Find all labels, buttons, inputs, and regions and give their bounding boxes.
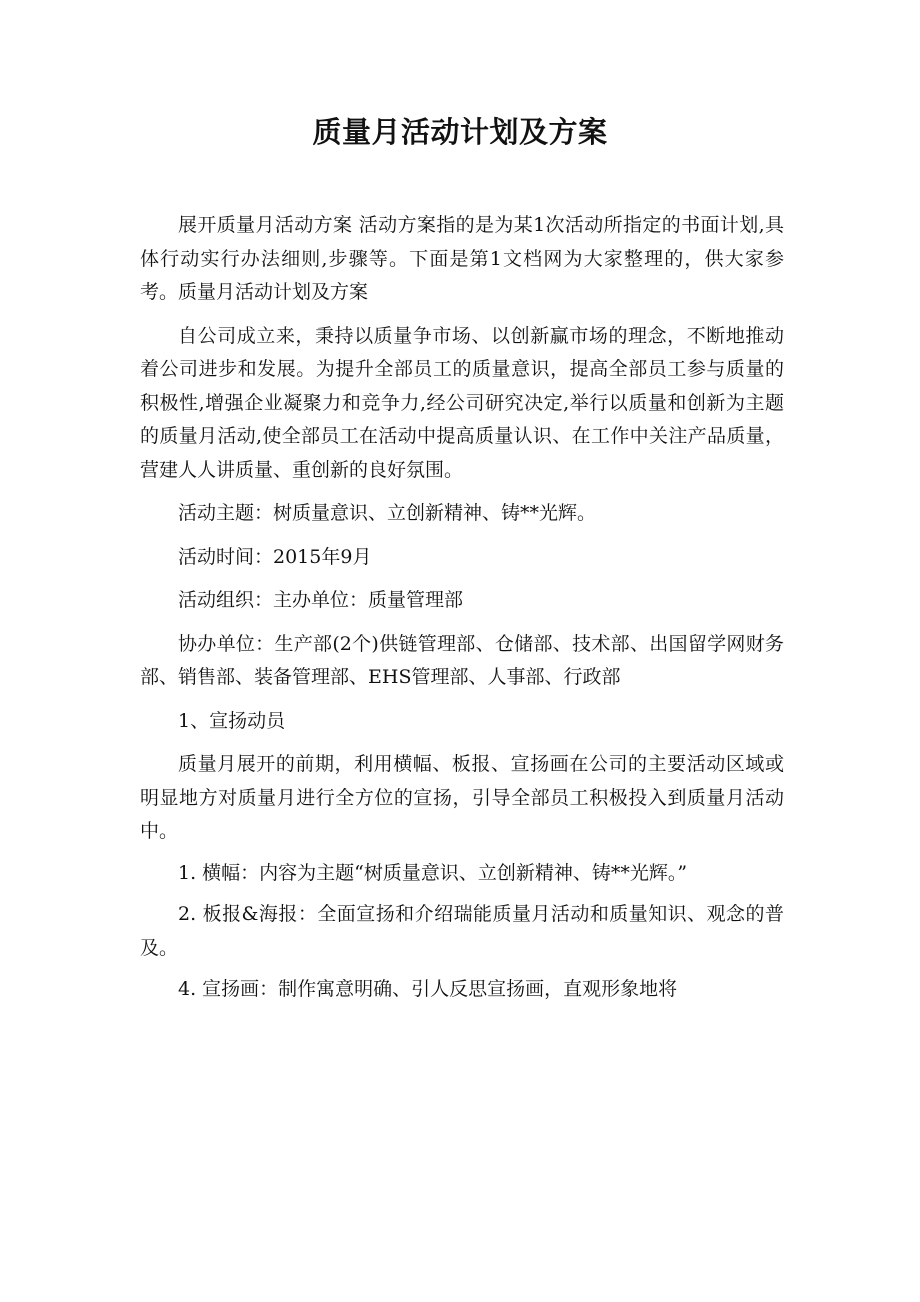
list-item-board-poster: 2. 板报&海报：全面宣扬和介绍瑞能质量月活动和质量知识、观念的普及。 (140, 903, 784, 959)
document-title: 质量月活动计划及方案 (312, 115, 608, 149)
paragraph-organizer: 活动组织：主办单位：质量管理部 (178, 589, 464, 611)
list-item-banner: 1. 横幅：内容为主题“树质量意识、立创新精神、铸**光辉。” (178, 861, 688, 884)
paragraph-theme: 活动主题：树质量意识、立创新精神、铸**光辉。 (178, 502, 597, 524)
paragraph-intro: 展开质量月活动方案 活动方案指的是为某1次活动所指定的书面计划,具体行动实行办法细则,步骤等。下面是第1文档网为大家整理的，供大家参考。质量月活动计划及方案 (140, 214, 784, 303)
document-body (140, 209, 784, 1007)
list-item-propaganda-picture: 4. 宣扬画：制作寓意明确、引人反思宣扬画，直观形象地将 (178, 978, 678, 1000)
paragraph-time: 活动时间：2015年9月 (178, 545, 372, 568)
paragraph-co-organizers: 协办单位：生产部(2个)供链管理部、仓储部、技术部、出国留学网财务部、销售部、装备管理部、EHS管理部、人事部、行政部 (140, 632, 784, 688)
section-heading-publicity: 1、宣扬动员 (178, 709, 286, 732)
paragraph-background: 自公司成立来，秉持以质量争市场、以创新赢市场的理念，不断地推动着公司进步和发展。为提升全部员工的质量意识，提高全部员工参与质量的积极性,增强企业凝聚力和竞争力,经公司研究决定,举行以质量和创新为主题的质量月活动,使全部员工在活动中提高质量认识、在工作中关注产品质量，营建人人讲质量、重创新的良好氛围。 (140, 324, 784, 481)
paragraph-publicity: 质量月展开的前期，利用横幅、板报、宣扬画在公司的主要活动区域或明显地方对质量月进行全方位的宣扬，引导全部员工积极投入到质量月活动中。 (140, 753, 784, 842)
